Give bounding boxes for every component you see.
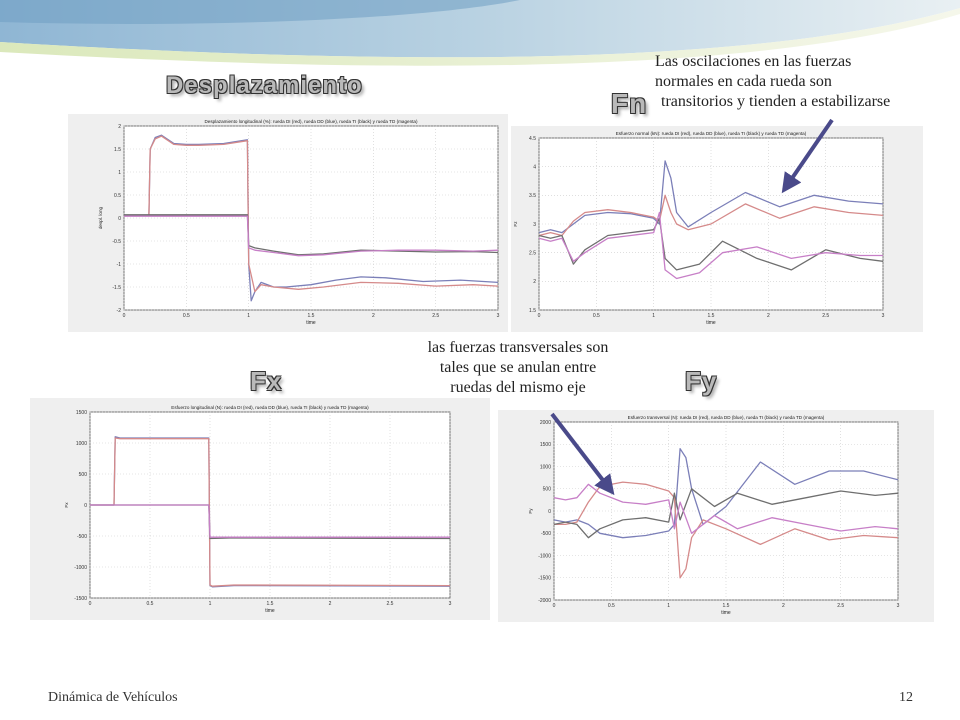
- x-tick-label: 1.5: [266, 601, 274, 607]
- y-tick-label: 4: [533, 164, 536, 171]
- y-axis-label: Fy: [528, 508, 533, 514]
- y-tick-label: 0: [84, 502, 87, 509]
- x-tick-label: 0.5: [146, 601, 154, 607]
- y-axis-label: Fz: [513, 221, 518, 227]
- y-tick-label: 1500: [75, 409, 87, 416]
- y-tick-label: 2: [533, 279, 536, 286]
- y-tick-label: -2000: [538, 597, 551, 604]
- arrow-fy: [552, 414, 612, 492]
- y-tick-label: 2.5: [529, 250, 536, 257]
- note-fn-line: Las oscilaciones en las fuerzas: [655, 53, 852, 70]
- note-fy-line: tales que se anulan entre: [439, 359, 597, 376]
- chart-title: Esfuerzo longitudinal (N): rueda DI (red), rueda DD (blue), rueda TI (black) y rueda TD (magenta): [171, 405, 369, 410]
- x-axis-label: time: [306, 320, 316, 326]
- y-tick-label: -1000: [538, 553, 551, 560]
- x-tick-label: 1: [667, 603, 671, 609]
- x-tick-label: 1.5: [707, 313, 715, 319]
- x-axis-label: time: [721, 610, 731, 616]
- x-axis-label: time: [265, 608, 275, 614]
- chart-title: Desplazamiento longitudinal (%): rueda DI (red), rueda DD (blue), rueda TI (black) y rueda TD (magenta): [204, 119, 418, 124]
- y-tick-label: -1: [116, 261, 121, 268]
- y-tick-label: -1000: [74, 564, 87, 571]
- x-tick-label: 2: [371, 313, 375, 319]
- y-tick-label: 4.5: [529, 135, 536, 142]
- note-fn-line: transitorios y tienden a estabilizarse: [661, 93, 891, 110]
- x-tick-label: 2.5: [386, 601, 394, 607]
- x-tick-label: 3: [881, 313, 885, 319]
- y-tick-label: 1000: [539, 464, 551, 471]
- note-fy-line: ruedas del mismo eje: [450, 379, 586, 396]
- y-tick-label: 0: [118, 215, 121, 222]
- footer-page-number: 12: [899, 690, 913, 705]
- x-tick-label: 0.5: [607, 603, 615, 609]
- x-tick-label: 2: [781, 603, 785, 609]
- footer-title: Dinámica de Vehículos: [48, 690, 178, 705]
- x-tick-label: 3: [448, 601, 452, 607]
- x-tick-label: 2: [328, 601, 332, 607]
- arrow-fn: [784, 120, 832, 190]
- y-tick-label: 0.5: [114, 192, 121, 199]
- y-tick-label: 500: [542, 486, 551, 493]
- x-tick-label: 2.5: [837, 603, 845, 609]
- x-tick-label: 2: [766, 313, 770, 319]
- y-tick-label: -1500: [538, 575, 551, 582]
- heading-fn: Fn: [611, 88, 648, 119]
- y-tick-label: 2: [118, 123, 121, 130]
- y-tick-label: -500: [76, 533, 87, 540]
- x-tick-label: 0: [537, 313, 541, 319]
- y-tick-label: 1500: [539, 442, 551, 449]
- y-axis-label: Fx: [64, 502, 69, 508]
- note-fy-line: las fuerzas transversales son: [427, 339, 609, 356]
- y-tick-label: 0: [548, 508, 551, 515]
- y-tick-label: 1: [118, 169, 121, 176]
- y-tick-label: -0.5: [112, 238, 121, 245]
- y-tick-label: 3: [533, 221, 536, 228]
- x-tick-label: 3: [896, 603, 900, 609]
- heading-fy: Fy: [685, 366, 718, 396]
- x-tick-label: 0: [88, 601, 92, 607]
- x-tick-label: 1.5: [307, 313, 315, 319]
- x-tick-label: 2.5: [822, 313, 830, 319]
- y-tick-label: -1.5: [112, 284, 121, 291]
- y-tick-label: 500: [78, 471, 87, 478]
- heading-desplazamiento: Desplazamiento: [166, 72, 363, 99]
- note-fn-line: normales en cada rueda son: [655, 73, 832, 90]
- x-tick-label: 3: [496, 313, 500, 319]
- y-tick-label: 1.5: [529, 307, 536, 314]
- heading-fx: Fx: [250, 366, 283, 396]
- chart-title: Esfuerzo transversal (N): rueda DI (red), rueda DD (blue), rueda TI (black) y rueda TD (magenta): [627, 415, 825, 420]
- y-axis-label: despl. long: [98, 206, 103, 230]
- x-tick-label: 0.5: [182, 313, 190, 319]
- x-tick-label: 0: [122, 313, 126, 319]
- y-tick-label: -1500: [74, 595, 87, 602]
- y-tick-label: -500: [540, 531, 551, 538]
- x-axis-label: time: [706, 320, 716, 326]
- y-tick-label: 3.5: [529, 193, 536, 200]
- x-tick-label: 1: [208, 601, 212, 607]
- y-tick-label: 1.5: [114, 146, 121, 153]
- x-tick-label: 1.5: [722, 603, 730, 609]
- x-tick-label: 1: [247, 313, 251, 319]
- y-tick-label: -2: [116, 307, 121, 314]
- x-tick-label: 0.5: [592, 313, 600, 319]
- x-tick-label: 0: [552, 603, 556, 609]
- x-tick-label: 2.5: [432, 313, 440, 319]
- y-tick-label: 1000: [75, 440, 87, 447]
- x-tick-label: 1: [652, 313, 656, 319]
- y-tick-label: 2000: [539, 419, 551, 426]
- chart-title: Esfuerzo normal (kN): rueda DI (red), rueda DD (blue), rueda TI (black) y rueda TD (magenta): [615, 131, 807, 136]
